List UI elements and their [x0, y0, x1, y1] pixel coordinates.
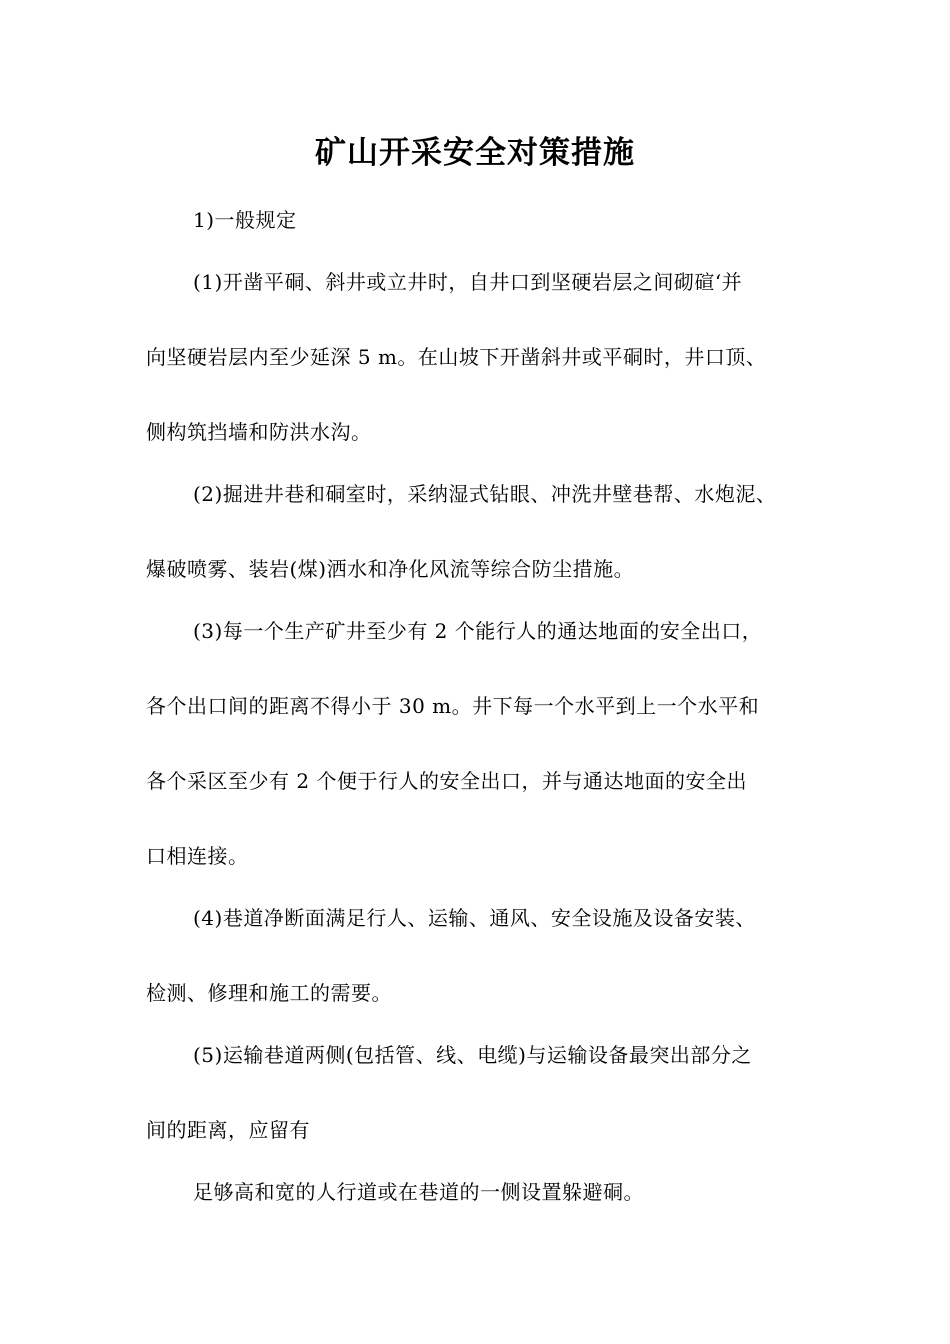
paragraph-line: (5)运输巷道两侧(包括管、线、电缆)与运输设备最突出部分之: [193, 1043, 752, 1067]
paragraph-line: 足够高和宽的人行道或在巷道的一侧设置躲避硐。: [193, 1180, 644, 1204]
paragraph-line: 间的距离，应留有: [146, 1118, 310, 1142]
paragraph-line: 各个出口间的距离不得小于 30 m。井下每一个水平到上一个水平和: [146, 694, 760, 718]
paragraph-line: 口相连接。: [146, 844, 249, 868]
section-heading-general: 1)一般规定: [193, 208, 297, 232]
document-title: 矿山开采安全对策措施: [315, 135, 635, 171]
paragraph-line: 侧构筑挡墙和防洪水沟。: [146, 420, 372, 444]
paragraph-line: (2)掘进井巷和硐室时，采纳湿式钻眼、冲洗井壁巷帮、水炮泥、: [193, 482, 777, 506]
paragraph-line: 爆破喷雾、装岩(煤)洒水和净化风流等综合防尘措施。: [146, 557, 635, 581]
paragraph-line: (3)每一个生产矿井至少有 2 个能行人的通达地面的安全出口，: [193, 619, 763, 643]
paragraph-line: 检测、修理和施工的需要。: [146, 981, 392, 1005]
paragraph-line: (4)巷道净断面满足行人、运输、通风、安全设施及设备安装、: [193, 906, 756, 930]
paragraph-line: 向坚硬岩层内至少延深 5 m。在山坡下开凿斜井或平硐时，井口顶、: [146, 345, 767, 369]
paragraph-line: (1)开凿平硐、斜井或立井时，自井口到坚硬岩层之间砌碹‘并: [193, 270, 743, 294]
paragraph-line: 各个采区至少有 2 个便于行人的安全出口，并与通达地面的安全出: [146, 769, 747, 793]
